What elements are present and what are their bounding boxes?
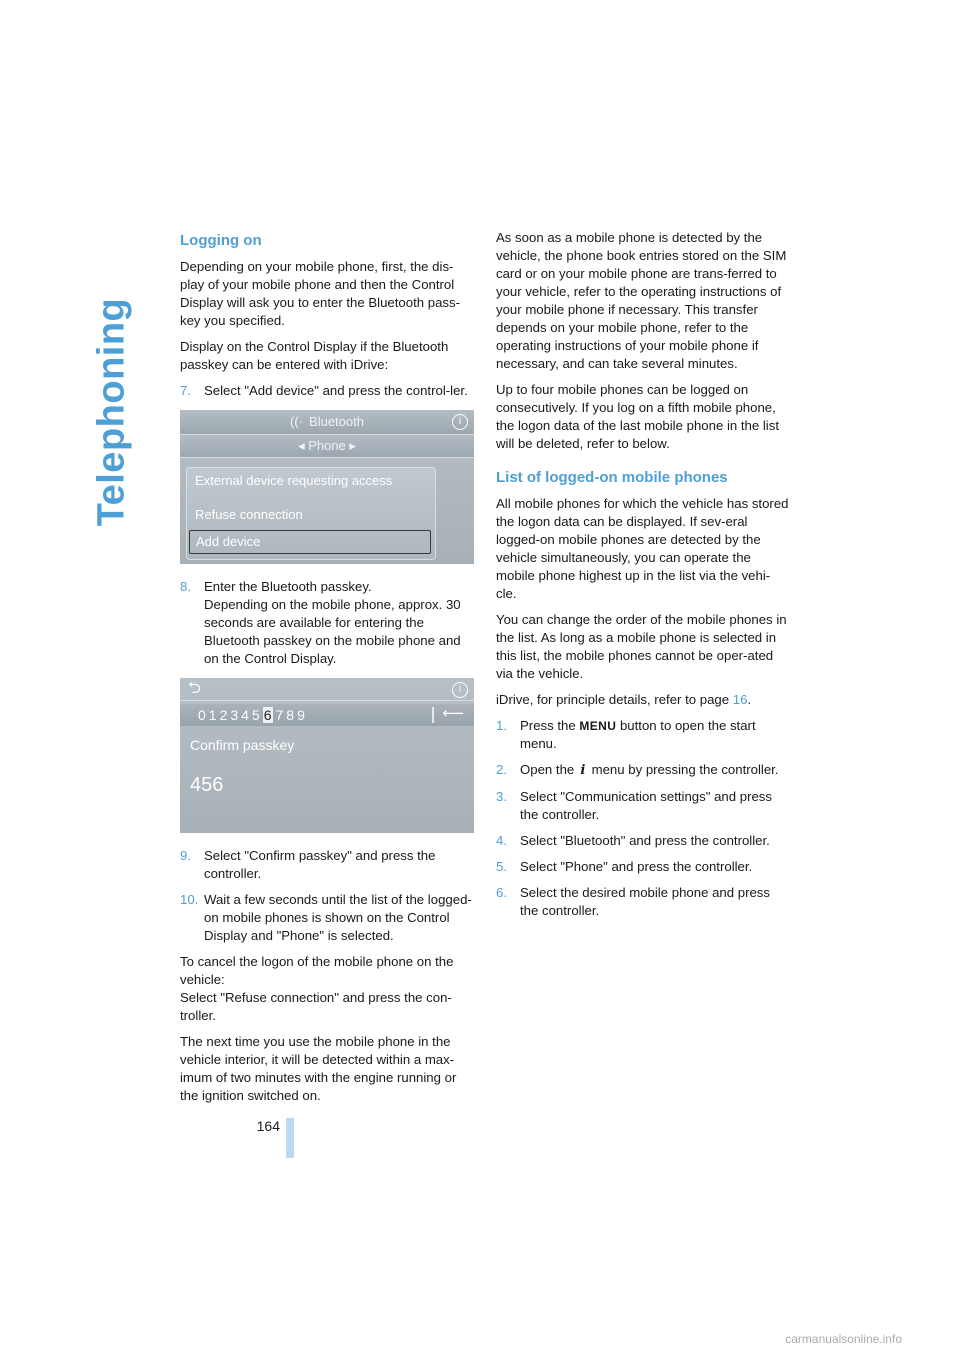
step-2	[496, 761, 790, 780]
page-number-bar	[286, 1118, 294, 1158]
paragraph-end: .	[747, 692, 752, 707]
paragraph	[180, 953, 474, 1025]
phone-subtitle-bar	[180, 435, 474, 458]
step-4	[496, 832, 790, 850]
step-text	[520, 761, 790, 780]
step-number: 9.	[180, 848, 191, 863]
confirm-passkey-label: Confirm passkey	[190, 737, 295, 753]
screen-subtitle: ◂ Phone ▸	[298, 438, 356, 453]
paragraph-line: Select "Refuse connection" and press the con-troller.	[180, 990, 452, 1023]
step-number: 5.	[496, 859, 507, 874]
step-text-part: button to open the start menu.	[520, 718, 756, 751]
step-number: 8.	[180, 579, 191, 594]
back-arrow-icon: ⮌	[188, 680, 201, 697]
step-5	[496, 858, 790, 876]
bluetooth-icon: ((·	[290, 414, 304, 429]
paragraph: The next time you use the mobile phone in the vehicle interior, it will be detected within a max-imum of two minutes with the engine running or the ignition switched on.	[180, 1034, 457, 1103]
step-text: Select "Phone" and press the controller.	[520, 859, 753, 874]
divider	[432, 707, 434, 723]
info-icon: i	[452, 682, 468, 698]
menu-button-icon: MENU	[579, 719, 617, 733]
page-number: 164	[256, 1118, 280, 1134]
step-9	[180, 847, 474, 883]
digit-selected: 6	[263, 707, 272, 723]
paragraph: Display on the Control Display if the Bluetooth passkey can be entered with iDrive:	[180, 339, 449, 372]
menu-item-refuse-connection: Refuse connection	[195, 507, 303, 522]
heading-logged-on-list: List of logged-on mobile phones	[496, 469, 728, 486]
step-number: 3.	[496, 789, 507, 804]
passkey-value: 456	[190, 774, 224, 796]
bluetooth-screen-image	[180, 410, 474, 564]
step-number: 2.	[496, 762, 507, 777]
step-text-part: Open the	[520, 762, 578, 777]
step-number: 6.	[496, 885, 507, 900]
step-text: Select "Bluetooth" and press the controller.	[520, 833, 770, 848]
menu-panel	[186, 467, 436, 560]
step-text-part: Press the	[520, 718, 580, 733]
menu-item-add-device: Add device	[189, 530, 431, 554]
step-number: 10.	[180, 892, 199, 907]
step-text: Select the desired mobile phone and press the controller.	[520, 885, 770, 918]
paragraph-text: iDrive, for principle details, refer to page	[496, 692, 733, 707]
digits-after: 789	[275, 707, 308, 723]
step-text	[520, 717, 790, 753]
heading-logging-on: Logging on	[180, 232, 262, 249]
backspace-icon: ⟵	[442, 705, 464, 722]
step-number: 1.	[496, 718, 507, 733]
step-text-line: Depending on the mobile phone, approx. 30 seconds are available for entering the Bluetooth passkey on the mobile phone and on the Control Display.	[204, 597, 461, 666]
paragraph: Up to four mobile phones can be logged on consecutively. If you log on a fifth mobile phone, the logon data of the last mobile phone in the list will be deleted, refer to below.	[496, 382, 779, 451]
step-6	[496, 884, 790, 920]
digit-speller	[198, 706, 308, 724]
right-column	[496, 229, 790, 928]
page-link[interactable]: 16	[732, 692, 748, 707]
step-7	[180, 382, 474, 400]
info-icon: i	[452, 414, 468, 430]
section-side-title: Telephoning	[90, 297, 133, 527]
step-8	[180, 578, 474, 668]
bluetooth-title-bar	[180, 410, 474, 435]
watermark: carmanualsonline.info	[785, 1332, 902, 1346]
paragraph	[496, 691, 790, 709]
step-text: Wait a few seconds until the list of the logged-on mobile phones is shown on the Control Display and "Phone" is selected.	[204, 892, 472, 943]
paragraph: Depending on your mobile phone, first, the dis-play of your mobile phone and then the Control Display will ask you to enter the Bluetooth pass-key you specified.	[180, 259, 461, 328]
screen-title: Bluetooth	[309, 414, 364, 429]
step-text: Select "Communication settings" and press the controller.	[520, 789, 772, 822]
step-number: 4.	[496, 833, 507, 848]
passkey-top-bar	[180, 678, 474, 701]
step-text	[204, 578, 474, 668]
left-column	[180, 229, 474, 1113]
step-1	[496, 717, 790, 753]
paragraph-line: To cancel the logon of the mobile phone on the vehicle:	[180, 954, 454, 987]
menu-item-external-device: External device requesting access	[195, 473, 393, 488]
paragraph: You can change the order of the mobile phones in the list. As long as a mobile phone is selected in this list, the mobile phones cannot be oper-ated via the vehicle.	[496, 612, 787, 681]
step-10	[180, 891, 474, 945]
info-icon: i	[580, 763, 586, 778]
step-text: Select "Add device" and press the control-ler.	[204, 383, 468, 398]
step-text-line: Enter the Bluetooth passkey.	[204, 579, 372, 594]
paragraph: As soon as a mobile phone is detected by the vehicle, the phone book entries stored on the SIM card or on your mobile phone are trans-ferred to your vehicle, refer to the operating instructions of your mobile phone if necessary. This transfer depends on your mobile phone, refer to the operating instructions of your mobile phone if necessary, and can take several minutes.	[496, 230, 787, 371]
paragraph: All mobile phones for which the vehicle has stored the logon data can be displayed. If sev-eral logged-on mobile phones are detected by the vehicle simultaneously, you can operate the mobile phone highest up in the list via the vehi-cle.	[496, 496, 789, 601]
step-text: Select "Confirm passkey" and press the controller.	[204, 848, 436, 881]
step-number: 7.	[180, 383, 191, 398]
digits-before: 012345	[198, 707, 263, 723]
passkey-screen-image	[180, 678, 474, 833]
step-text-part: menu by pressing the controller.	[587, 762, 779, 777]
digit-speller-row	[180, 704, 474, 726]
step-3	[496, 788, 790, 824]
